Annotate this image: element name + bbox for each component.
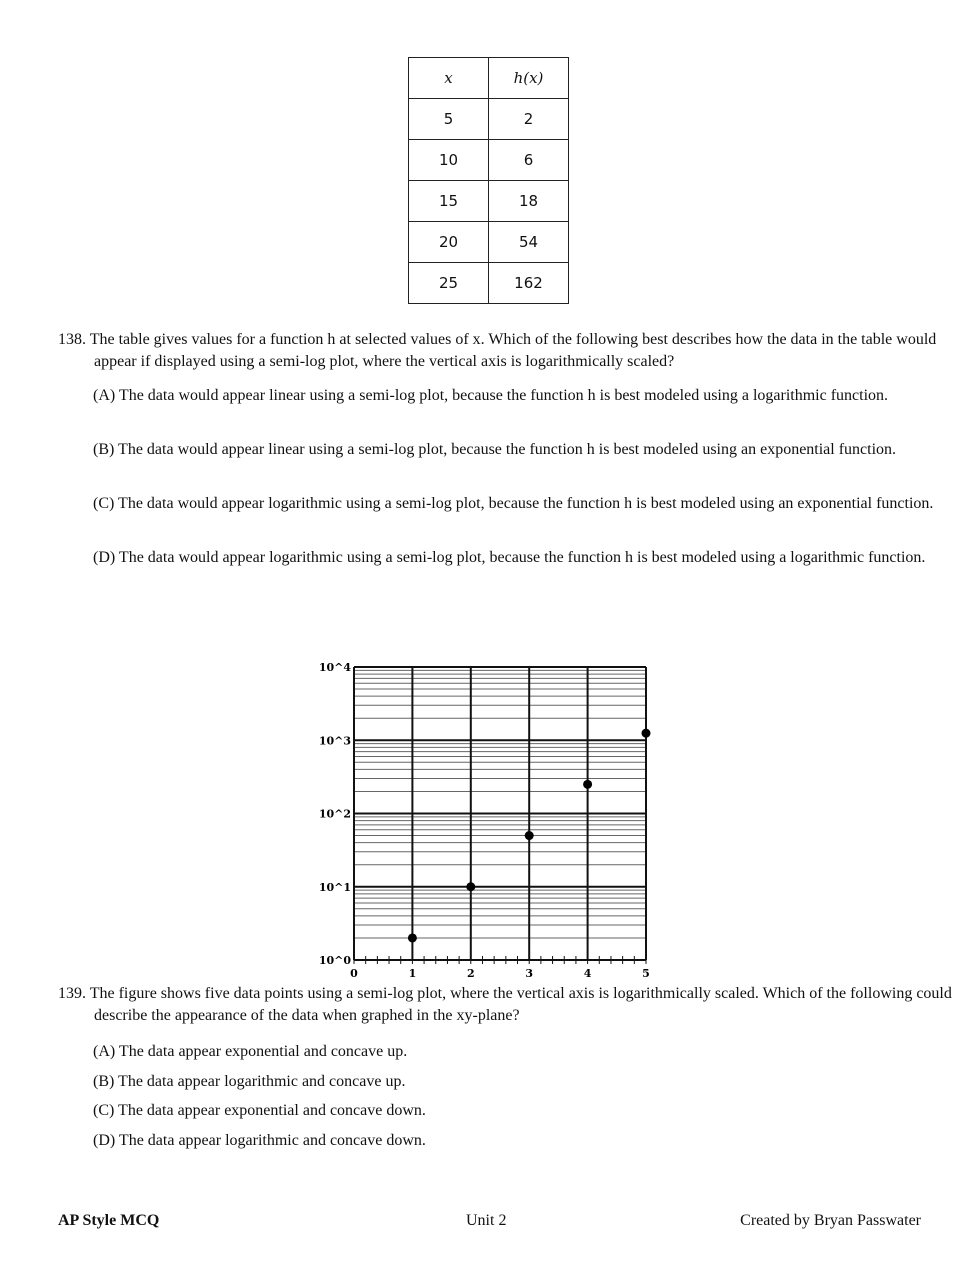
data-point: [642, 729, 651, 738]
x-tick-label: 1: [408, 967, 417, 980]
q139-option-d[interactable]: (D) The data appear logarithmic and concave down.: [93, 1132, 426, 1149]
x-tick-label: 4: [583, 967, 592, 980]
footer-center: Unit 2: [466, 1212, 507, 1229]
data-point: [583, 780, 592, 789]
cell-x: 5: [409, 99, 489, 140]
x-tick-label: 0: [350, 967, 358, 980]
y-tick-label: 10^3: [318, 734, 351, 748]
q139-option-c[interactable]: (C) The data appear exponential and concave down.: [93, 1102, 426, 1119]
data-point: [525, 831, 534, 840]
x-tick-label: 3: [525, 967, 534, 980]
y-tick-label: 10^0: [318, 954, 351, 967]
cell-hx: 162: [489, 263, 569, 304]
q138-option-c[interactable]: (C) The data would appear logarithmic using a semi-log plot, because the function h is best modeled using an exponential function.: [93, 495, 934, 512]
y-tick-label: 10^4: [318, 661, 351, 674]
data-point: [466, 882, 475, 891]
x-tick-label: 2: [466, 967, 475, 980]
cell-x: 15: [409, 181, 489, 222]
cell-hx: 54: [489, 222, 569, 263]
footer-right: Created by Bryan Passwater: [740, 1212, 921, 1229]
question-139-stem: 139. The figure shows five data points using a semi-log plot, where the vertical axis is logarithmically scaled. Which of the following could describe the appearance of the data when graphed in the xy-plane?: [58, 985, 952, 1024]
header-x: x: [409, 58, 489, 99]
y-tick-label: 10^1: [318, 880, 351, 894]
footer-left: AP Style MCQ: [58, 1212, 160, 1229]
q138-option-a[interactable]: (A) The data would appear linear using a semi-log plot, because the function h is best modeled using a logarithmic function.: [93, 387, 889, 404]
cell-x: 25: [409, 263, 489, 304]
cell-x: 10: [409, 140, 489, 181]
q139-option-b[interactable]: (B) The data appear logarithmic and concave up.: [93, 1073, 406, 1090]
header-hx: h(x): [489, 58, 569, 99]
q138-option-d[interactable]: (D) The data would appear logarithmic using a semi-log plot, because the function h is best modeled using a logarithmic function.: [93, 549, 926, 566]
question-138-stem: 138. The table gives values for a function h at selected values of x. Which of the following best describes how the data in the table would appear if displayed using a semi-log plot, where the vertical axis is logarithmically scaled?: [58, 331, 937, 370]
q138-option-b[interactable]: (B) The data would appear linear using a semi-log plot, because the function h is best modeled using an exponential function.: [93, 441, 897, 458]
x-tick-label: 5: [642, 967, 650, 980]
cell-hx: 2: [489, 99, 569, 140]
cell-hx: 18: [489, 181, 569, 222]
data-point: [408, 933, 417, 942]
q139-option-a[interactable]: (A) The data appear exponential and concave up.: [93, 1043, 408, 1060]
cell-hx: 6: [489, 140, 569, 181]
cell-x: 20: [409, 222, 489, 263]
y-tick-label: 10^2: [318, 807, 351, 821]
